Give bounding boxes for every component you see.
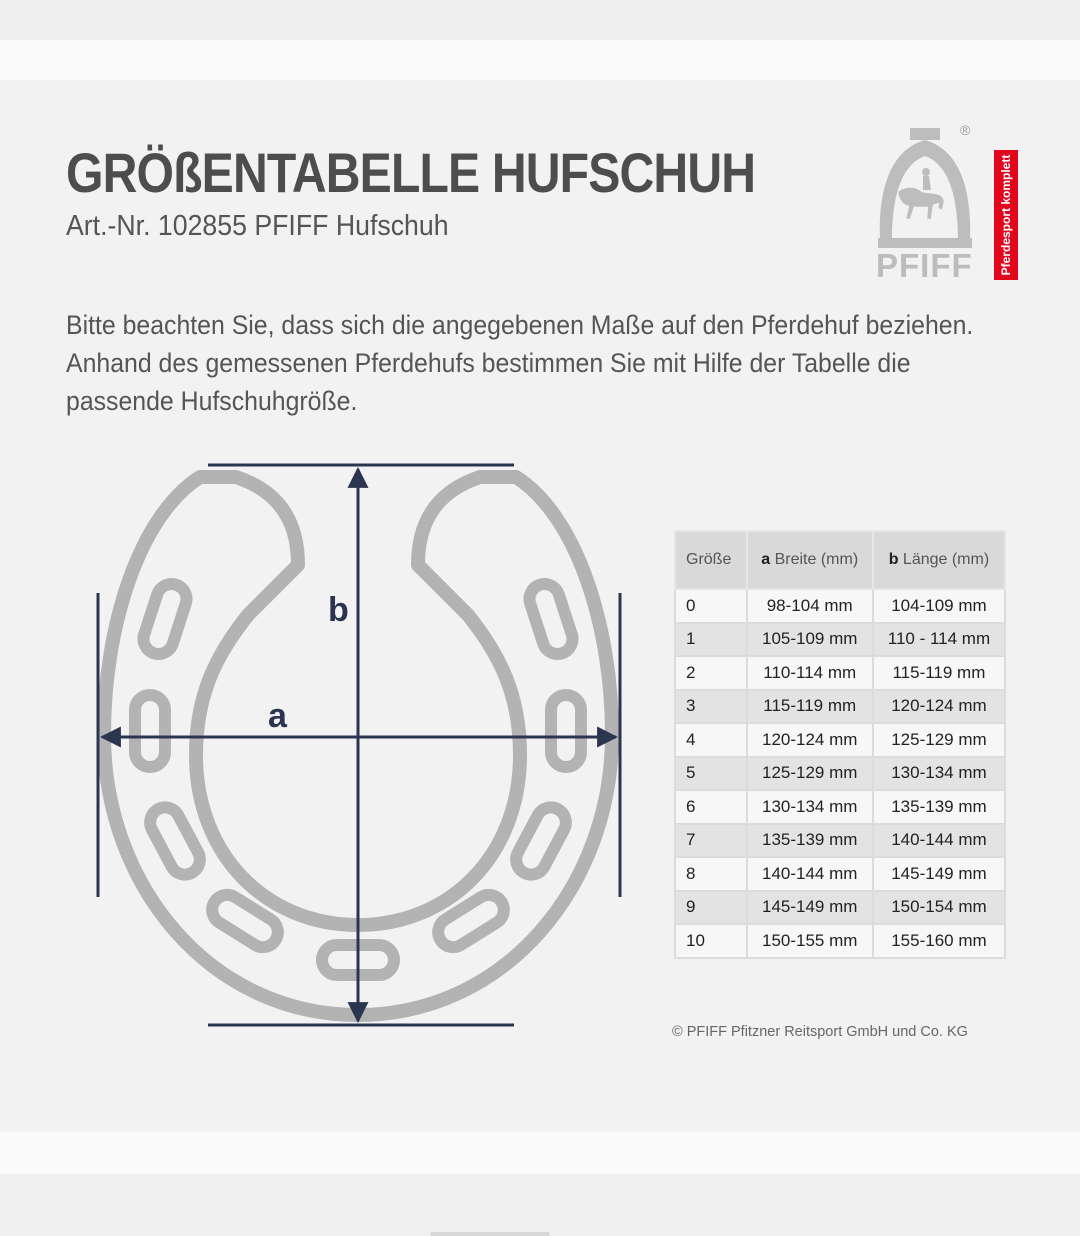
cell-size: 10 [675, 924, 747, 958]
cell-length: 135-139 mm [873, 790, 1005, 824]
table-row [675, 924, 1005, 958]
size-table [674, 530, 1006, 959]
cell-size: 8 [675, 857, 747, 891]
table-row [675, 824, 1005, 858]
cell-width: 110-114 mm [747, 656, 873, 690]
table-row [675, 656, 1005, 690]
cell-size: 3 [675, 690, 747, 724]
logo-brand: PFIFF [876, 247, 973, 284]
label-b: b [328, 591, 349, 629]
cell-width: 98-104 mm [747, 589, 873, 623]
cell-length: 130-134 mm [873, 757, 1005, 791]
table-row [675, 690, 1005, 724]
table-row [675, 723, 1005, 757]
table-row [675, 757, 1005, 791]
cell-size: 0 [675, 589, 747, 623]
cell-length: 120-124 mm [873, 690, 1005, 724]
header-size: Größe [675, 531, 747, 589]
cell-width: 115-119 mm [747, 690, 873, 724]
bottom-smudge [430, 1232, 550, 1236]
intro-line-2: Anhand des gemessenen Pferdehufs bestimmen Sie mit Hilfe der Tabelle die [66, 348, 911, 378]
intro-line-3: passende Hufschuhgröße. [66, 386, 358, 416]
cell-size: 2 [675, 656, 747, 690]
cell-width: 150-155 mm [747, 924, 873, 958]
intro-text [66, 306, 986, 420]
cell-size: 6 [675, 790, 747, 824]
cell-size: 1 [675, 623, 747, 657]
intro-line-1: Bitte beachten Sie, dass sich die angegebenen Maße auf den Pferdehuf beziehen. [66, 310, 974, 340]
top-gap [0, 40, 1080, 80]
article-number: Art.-Nr. 102855 PFIFF Hufschuh [66, 210, 449, 242]
table-header-row [675, 531, 1005, 589]
cell-width: 145-149 mm [747, 891, 873, 925]
copyright-notice: © PFIFF Pfitzner Reitsport GmbH und Co. KG [672, 1024, 968, 1040]
cell-width: 130-134 mm [747, 790, 873, 824]
table-row [675, 891, 1005, 925]
table-row [675, 790, 1005, 824]
cell-size: 5 [675, 757, 747, 791]
cell-width: 140-144 mm [747, 857, 873, 891]
cell-length: 145-149 mm [873, 857, 1005, 891]
cell-length: 110 - 114 mm [873, 623, 1005, 657]
top-strip [0, 0, 1080, 40]
cell-size: 9 [675, 891, 747, 925]
cell-length: 150-154 mm [873, 891, 1005, 925]
cell-length: 140-144 mm [873, 824, 1005, 858]
registered-mark: ® [960, 122, 971, 138]
table-row [675, 857, 1005, 891]
logo-tagline: Pferdesport komplett [999, 154, 1013, 276]
horseshoe-diagram [80, 455, 640, 1035]
table-row [675, 589, 1005, 623]
table-row [675, 623, 1005, 657]
cell-size: 4 [675, 723, 747, 757]
cell-length: 115-119 mm [873, 656, 1005, 690]
cell-width: 125-129 mm [747, 757, 873, 791]
bottom-gap [0, 1132, 1080, 1174]
cell-width: 105-109 mm [747, 623, 873, 657]
bottom-strip [0, 1174, 1080, 1236]
cell-length: 104-109 mm [873, 589, 1005, 623]
cell-width: 120-124 mm [747, 723, 873, 757]
header-length: b Länge (mm) [873, 531, 1005, 589]
page-title: GRÖßENTABELLE HUFSCHUH [66, 141, 756, 204]
cell-width: 135-139 mm [747, 824, 873, 858]
header-width: a Breite (mm) [747, 531, 873, 589]
cell-length: 125-129 mm [873, 723, 1005, 757]
cell-size: 7 [675, 824, 747, 858]
label-a: a [268, 697, 287, 735]
logo-badge [994, 150, 1018, 280]
cell-length: 155-160 mm [873, 924, 1005, 958]
